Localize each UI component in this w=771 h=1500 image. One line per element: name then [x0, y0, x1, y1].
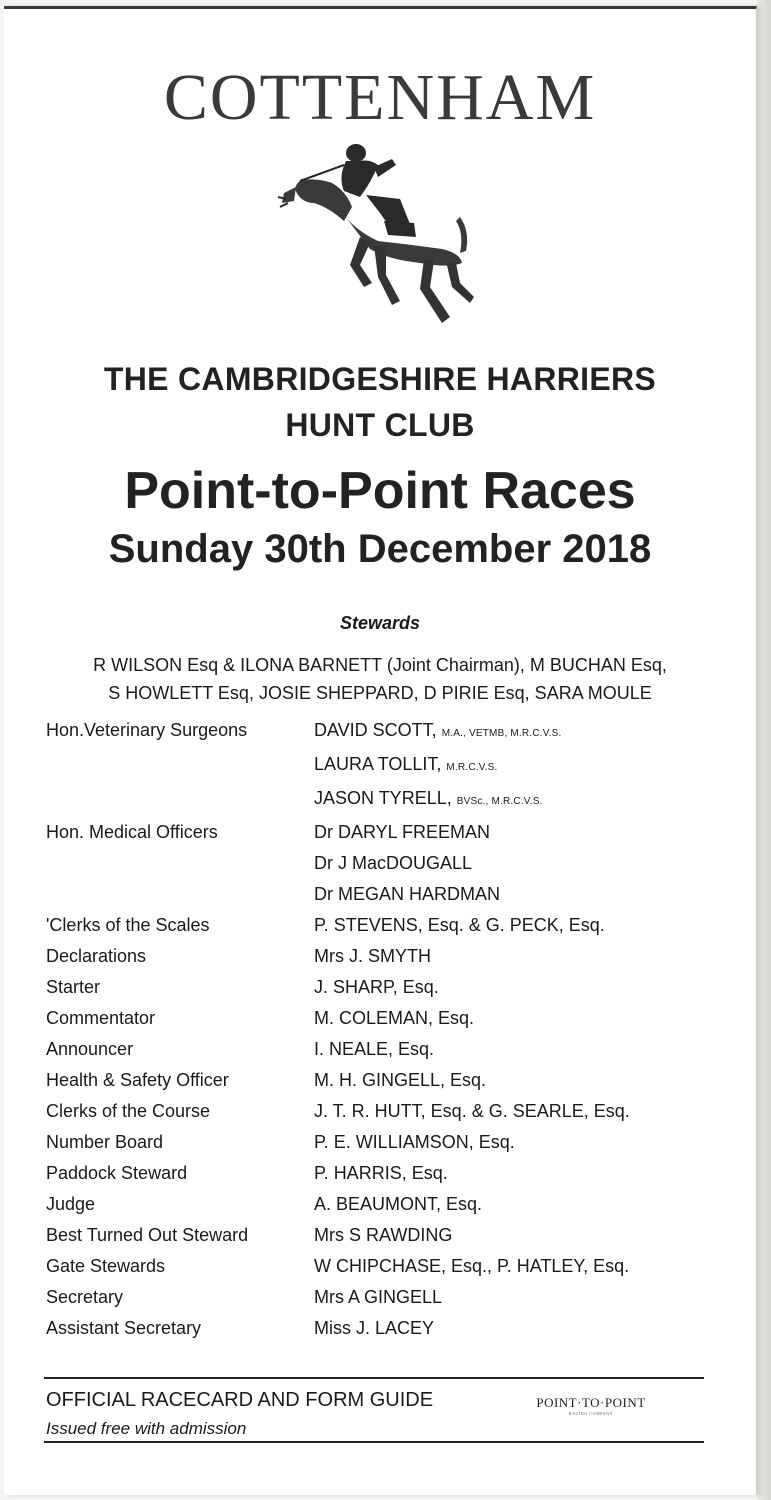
- official-role: Announcer: [46, 1039, 134, 1059]
- official-names: [314, 715, 726, 817]
- official-name: P. E. WILLIAMSON, Esq.: [314, 1132, 515, 1152]
- official-role: Starter: [46, 977, 101, 997]
- official-row: [46, 1034, 726, 1065]
- official-row: [46, 1003, 726, 1034]
- official-name: I. NEALE, Esq.: [314, 1039, 435, 1059]
- page-edge: [757, 0, 771, 1500]
- official-name: Mrs A GINGELL: [314, 1287, 443, 1307]
- official-name: M. H. GINGELL, Esq.: [314, 1070, 487, 1090]
- official-role: Secretary: [46, 1287, 124, 1307]
- official-role: Judge: [46, 1194, 96, 1214]
- qualifications: BVSc., M.R.C.V.S.: [456, 796, 543, 807]
- official-row: [46, 1158, 726, 1189]
- official-role: Paddock Steward: [46, 1163, 188, 1183]
- official-role: Declarations: [46, 946, 147, 966]
- stewards-heading: Stewards: [339, 613, 421, 633]
- official-name: LAURA TOLLIT, M.R.C.V.S.: [314, 754, 498, 774]
- official-name: W CHIPCHASE, Esq., P. HATLEY, Esq.: [314, 1256, 630, 1276]
- official-row: [46, 1313, 726, 1344]
- event-title: Point-to-Point Races: [124, 462, 636, 520]
- qualifications: M.R.C.V.S.: [446, 762, 498, 773]
- official-name: P. STEVENS, Esq. & G. PECK, Esq.: [314, 915, 605, 935]
- event-date: Sunday 30th December 2018: [108, 527, 652, 571]
- club-name-line1: THE CAMBRIDGESHIRE HARRIERS: [103, 361, 657, 397]
- official-name: A. BEAUMONT, Esq.: [314, 1194, 483, 1214]
- stewards-list-line1: R WILSON Esq & ILONA BARNETT (Joint Chairman), M BUCHAN Esq,: [93, 655, 667, 675]
- official-name: Dr J MacDOUGALL: [314, 853, 473, 873]
- official-role: Assistant Secretary: [46, 1318, 202, 1338]
- official-row: [46, 941, 726, 972]
- official-role: Commentator: [46, 1008, 156, 1028]
- official-role: Hon.Veterinary Surgeons: [46, 720, 248, 740]
- official-role: Best Turned Out Steward: [46, 1225, 249, 1245]
- official-row: [46, 1096, 726, 1127]
- logo-subtext: RACING COMPANY: [568, 1411, 614, 1415]
- official-role: Gate Stewards: [46, 1256, 166, 1276]
- official-name: Mrs S RAWDING: [314, 1225, 453, 1245]
- official-name: P. HARRIS, Esq.: [314, 1163, 448, 1183]
- official-row: [46, 1127, 726, 1158]
- official-name: JASON TYRELL, BVSc., M.R.C.V.S.: [314, 788, 543, 808]
- official-name: Dr MEGAN HARDMAN: [314, 884, 501, 904]
- official-row: [46, 910, 726, 941]
- official-name: Miss J. LACEY: [314, 1318, 435, 1338]
- official-row: [46, 1065, 726, 1096]
- footer-divider-top: [44, 1377, 704, 1379]
- horse-and-jockey-icon: [274, 137, 484, 337]
- official-names: [314, 817, 726, 910]
- stewards-list-line2: S HOWLETT Esq, JOSIE SHEPPARD, D PIRIE Esq, SARA MOULE: [108, 683, 652, 703]
- club-name-line2: HUNT CLUB: [285, 407, 475, 443]
- officials-list: [46, 715, 726, 1344]
- official-row: [46, 1282, 726, 1313]
- official-role: 'Clerks of the Scales: [46, 915, 210, 935]
- official-row-vets: [46, 715, 726, 817]
- official-role: Health & Safety Officer: [46, 1070, 229, 1090]
- official-name: J. SHARP, Esq.: [314, 977, 439, 997]
- logo-text: POINT·TO·POINT: [536, 1395, 646, 1410]
- qualifications: M.A., VETMB, M.R.C.V.S.: [441, 728, 562, 739]
- official-role: Number Board: [46, 1132, 164, 1152]
- official-row: [46, 1251, 726, 1282]
- official-row: [46, 972, 726, 1003]
- racecard-cover: [4, 6, 757, 1495]
- official-row-medical: [46, 817, 726, 910]
- official-role: Hon. Medical Officers: [46, 822, 218, 842]
- point-to-point-logo: [516, 1395, 666, 1415]
- official-row: [46, 1220, 726, 1251]
- official-name: Dr DARYL FREEMAN: [314, 822, 491, 842]
- official-name: DAVID SCOTT, M.A., VETMB, M.R.C.V.S.: [314, 720, 562, 740]
- official-role: Clerks of the Course: [46, 1101, 211, 1121]
- official-name: J. T. R. HUTT, Esq. & G. SEARLE, Esq.: [314, 1101, 630, 1121]
- official-name: Mrs J. SMYTH: [314, 946, 431, 966]
- footer-title: OFFICIAL RACECARD AND FORM GUIDE: [46, 1389, 434, 1411]
- venue-title: COTTENHAM: [163, 61, 597, 134]
- official-row: [46, 1189, 726, 1220]
- footer-note: Issued free with admission: [46, 1419, 247, 1438]
- official-name: M. COLEMAN, Esq.: [314, 1008, 475, 1028]
- footer-divider-bottom: [44, 1441, 704, 1443]
